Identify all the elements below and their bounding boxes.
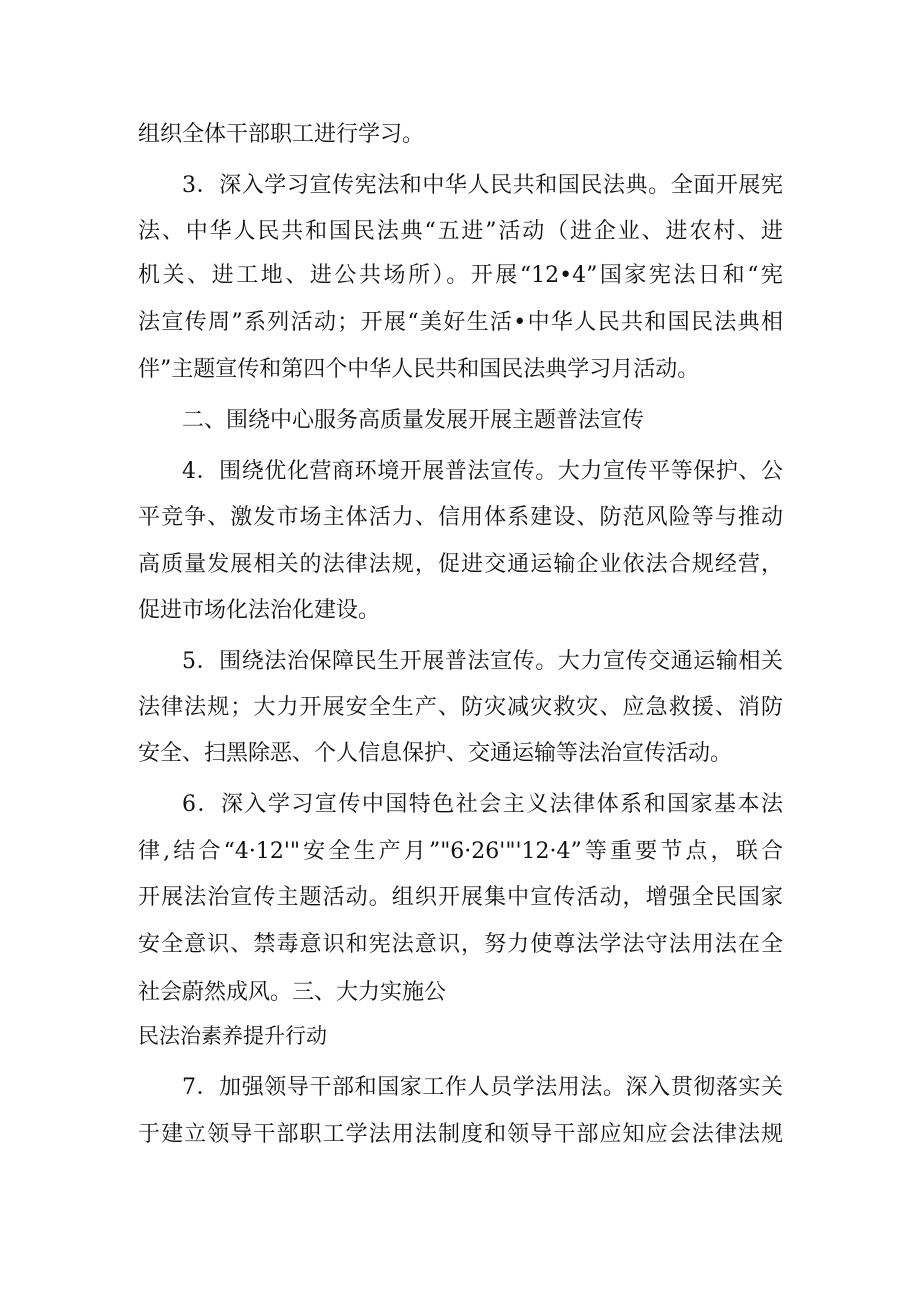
text-line: 社会蔚然成风。三、大力实施公 [138,980,447,1005]
paragraph-7-heading-line: 7．加强领导干部和国家工作人员学法用法。深入贯彻落实关 [182,1075,783,1100]
section-heading-2: 二、围绕中心服务高质量发展开展主题普法宣传 [182,408,645,433]
text-line: 机关、进工地、进公共场所）。开展“12•4”国家宪法日和“宪 [138,263,783,288]
text-line: 法、中华人民共和国民法典“五进”活动（进企业、进农村、进 [138,219,783,244]
paragraph-5-heading-line: 5．围绕法治保障民生开展普法宣传。大力宣传交通运输相关 [182,649,783,674]
text-line: 法宣传周”系列活动；开展“美好生活•中华人民共和国民法典相 [138,310,783,335]
text-line: 法律法规；大力开展安全生产、防灾减灾救灾、应急救援、消防 [138,695,783,720]
text-line: 组织全体干部职工进行学习。 [138,122,425,147]
text-line: 律,结合“4·12'"安全生产月”"6·26'"'12·4”等重要节点，联合 [138,839,783,864]
text-line: 高质量发展相关的法律法规，促进交通运输企业依法合规经营， [138,552,783,577]
text-line: 安全、扫黑除恶、个人信息保护、交通运输等法治宣传活动。 [138,741,733,766]
text-line: 平竞争、激发市场主体活力、信用体系建设、防范风险等与推动 [138,505,783,530]
text-line: 开展法治宣传主题活动。组织开展集中宣传活动，增强全民国家 [138,885,783,910]
paragraph-3-heading-line: 3．深入学习宣传宪法和中华人民共和国民法典。全面开展宪 [182,173,783,198]
text-line: 促进市场化法治化建设。 [138,598,381,623]
paragraph-4-heading-line: 4．围绕优化营商环境开展普法宣传。大力宣传平等保护、公 [182,459,783,484]
paragraph-6-heading-line: 6．深入学习宣传中国特色社会主义法律体系和国家基本法 [182,792,783,817]
text-line: 伴”主题宣传和第四个中华人民共和国民法典学习月活动。 [138,357,700,382]
text-line: 安全意识、禁毒意识和宪法意识，努力使尊法学法守法用法在全 [138,932,783,957]
text-line: 于建立领导干部职工学法用法制度和领导干部应知应会法律法规 [138,1122,783,1147]
section-heading-3-continuation: 民法治素养提升行动 [138,1024,327,1048]
